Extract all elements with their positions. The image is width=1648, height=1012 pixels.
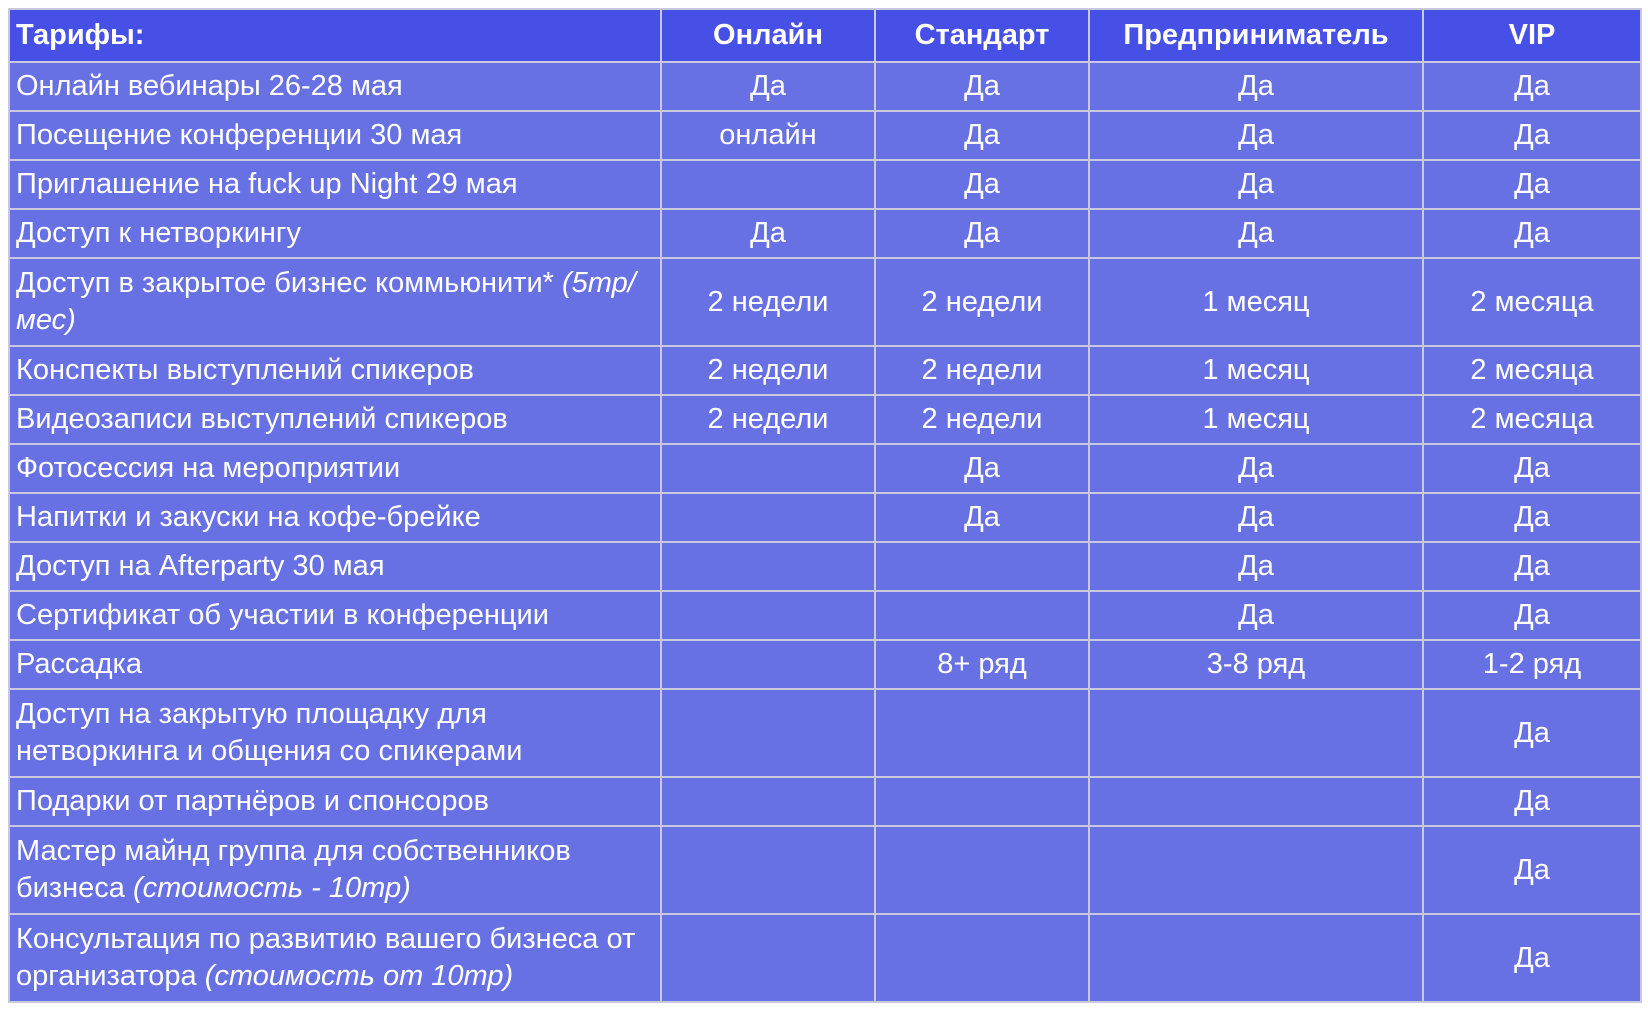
value-cell-entrepreneur: 1 месяц <box>1089 346 1423 395</box>
table-header-row <box>9 9 1641 62</box>
plan-header-vip: VIP <box>1423 9 1641 62</box>
value-cell-standard: Да <box>875 62 1089 111</box>
value-cell-entrepreneur <box>1089 914 1423 1002</box>
feature-cell <box>9 395 661 444</box>
value-cell-online <box>661 160 875 209</box>
value-cell-standard: Да <box>875 444 1089 493</box>
feature-label: Онлайн вебинары 26-28 мая <box>16 70 403 102</box>
value-cell-online: Да <box>661 209 875 258</box>
value-cell-entrepreneur: Да <box>1089 209 1423 258</box>
value-cell-entrepreneur: Да <box>1089 542 1423 591</box>
feature-price-note: (стоимость от 10тр) <box>204 960 514 992</box>
value-cell-standard: Да <box>875 111 1089 160</box>
value-cell-vip: Да <box>1423 444 1641 493</box>
table-row <box>9 689 1641 777</box>
value-cell-vip: Да <box>1423 542 1641 591</box>
value-cell-online <box>661 826 875 914</box>
table-row <box>9 160 1641 209</box>
feature-label: Фотосессия на мероприятии <box>16 452 401 484</box>
feature-label: Сертификат об участии в конференции <box>16 599 549 631</box>
value-cell-standard: 2 недели <box>875 346 1089 395</box>
feature-label: Приглашение на fuck up Night 29 мая <box>16 168 518 200</box>
value-cell-online: Да <box>661 62 875 111</box>
value-cell-standard: 2 недели <box>875 258 1089 346</box>
table-row <box>9 62 1641 111</box>
feature-cell <box>9 346 661 395</box>
value-cell-vip: 2 месяца <box>1423 258 1641 346</box>
value-cell-entrepreneur: 1 месяц <box>1089 395 1423 444</box>
value-cell-standard <box>875 777 1089 826</box>
feature-label: Видеозаписи выступлений спикеров <box>16 403 508 435</box>
feature-label: Доступ на закрытую площадку для нетворкинга и общения со спикерами <box>16 698 523 767</box>
value-cell-entrepreneur: Да <box>1089 62 1423 111</box>
value-cell-online: 2 недели <box>661 395 875 444</box>
value-cell-online <box>661 542 875 591</box>
feature-label: Посещение конференции 30 мая <box>16 119 463 151</box>
feature-cell <box>9 209 661 258</box>
value-cell-entrepreneur <box>1089 689 1423 777</box>
value-cell-standard: 8+ ряд <box>875 640 1089 689</box>
table-row <box>9 542 1641 591</box>
value-cell-vip: Да <box>1423 914 1641 1002</box>
value-cell-online: 2 недели <box>661 258 875 346</box>
value-cell-vip: Да <box>1423 689 1641 777</box>
table-row <box>9 209 1641 258</box>
feature-cell <box>9 640 661 689</box>
value-cell-entrepreneur <box>1089 826 1423 914</box>
plan-header-standard: Стандарт <box>875 9 1089 62</box>
value-cell-vip: Да <box>1423 111 1641 160</box>
table-row <box>9 346 1641 395</box>
value-cell-entrepreneur: 1 месяц <box>1089 258 1423 346</box>
table-row <box>9 111 1641 160</box>
value-cell-online <box>661 444 875 493</box>
value-cell-entrepreneur: Да <box>1089 160 1423 209</box>
value-cell-standard <box>875 542 1089 591</box>
table-row <box>9 826 1641 914</box>
feature-cell <box>9 160 661 209</box>
feature-price-note: (5тр/мес) <box>16 267 636 336</box>
value-cell-online <box>661 777 875 826</box>
value-cell-standard: Да <box>875 493 1089 542</box>
feature-label: Доступ в закрытое бизнес коммьюнити* <box>16 267 554 299</box>
feature-price-note: (стоимость - 10тр) <box>132 872 411 904</box>
value-cell-vip: Да <box>1423 777 1641 826</box>
feature-cell <box>9 493 661 542</box>
value-cell-entrepreneur: Да <box>1089 111 1423 160</box>
value-cell-online <box>661 591 875 640</box>
feature-cell <box>9 826 661 914</box>
feature-cell <box>9 777 661 826</box>
table-row <box>9 777 1641 826</box>
value-cell-entrepreneur: Да <box>1089 444 1423 493</box>
table-row <box>9 914 1641 1002</box>
value-cell-online <box>661 640 875 689</box>
value-cell-vip: Да <box>1423 62 1641 111</box>
value-cell-vip: Да <box>1423 591 1641 640</box>
value-cell-online: онлайн <box>661 111 875 160</box>
table-title: Тарифы: <box>9 9 661 62</box>
feature-label: Конспекты выступлений спикеров <box>16 354 474 386</box>
feature-label: Консультация по развитию вашего бизнеса от организатора <box>16 923 636 992</box>
feature-label: Напитки и закуски на кофе-брейке <box>16 501 481 533</box>
table-row <box>9 444 1641 493</box>
plan-header-entrepreneur: Предприниматель <box>1089 9 1423 62</box>
feature-cell <box>9 444 661 493</box>
value-cell-vip: Да <box>1423 160 1641 209</box>
table-row <box>9 258 1641 346</box>
value-cell-entrepreneur: Да <box>1089 591 1423 640</box>
value-cell-standard: Да <box>875 160 1089 209</box>
feature-label: Доступ на Afterparty 30 мая <box>16 550 385 582</box>
value-cell-standard: Да <box>875 209 1089 258</box>
value-cell-vip: Да <box>1423 209 1641 258</box>
value-cell-entrepreneur: 3-8 ряд <box>1089 640 1423 689</box>
table-row <box>9 395 1641 444</box>
feature-cell <box>9 258 661 346</box>
feature-label: Подарки от партнёров и спонсоров <box>16 785 489 817</box>
value-cell-standard <box>875 914 1089 1002</box>
feature-cell <box>9 591 661 640</box>
feature-label: Доступ к нетворкингу <box>16 217 301 249</box>
feature-cell <box>9 542 661 591</box>
value-cell-online <box>661 914 875 1002</box>
plan-header-online: Онлайн <box>661 9 875 62</box>
value-cell-standard: 2 недели <box>875 395 1089 444</box>
value-cell-standard <box>875 591 1089 640</box>
feature-cell <box>9 689 661 777</box>
feature-cell <box>9 111 661 160</box>
feature-cell <box>9 914 661 1002</box>
value-cell-vip: 1-2 ряд <box>1423 640 1641 689</box>
value-cell-entrepreneur: Да <box>1089 493 1423 542</box>
value-cell-vip: 2 месяца <box>1423 395 1641 444</box>
value-cell-vip: 2 месяца <box>1423 346 1641 395</box>
value-cell-vip: Да <box>1423 493 1641 542</box>
table-row <box>9 591 1641 640</box>
feature-label: Мастер майнд группа для собственников бизнеса <box>16 835 571 904</box>
value-cell-entrepreneur <box>1089 777 1423 826</box>
pricing-table <box>8 8 1642 1003</box>
value-cell-vip: Да <box>1423 826 1641 914</box>
value-cell-online <box>661 493 875 542</box>
value-cell-standard <box>875 826 1089 914</box>
value-cell-online <box>661 689 875 777</box>
table-row <box>9 640 1641 689</box>
value-cell-standard <box>875 689 1089 777</box>
value-cell-online: 2 недели <box>661 346 875 395</box>
feature-cell <box>9 62 661 111</box>
table-row <box>9 493 1641 542</box>
feature-label: Рассадка <box>16 648 143 680</box>
